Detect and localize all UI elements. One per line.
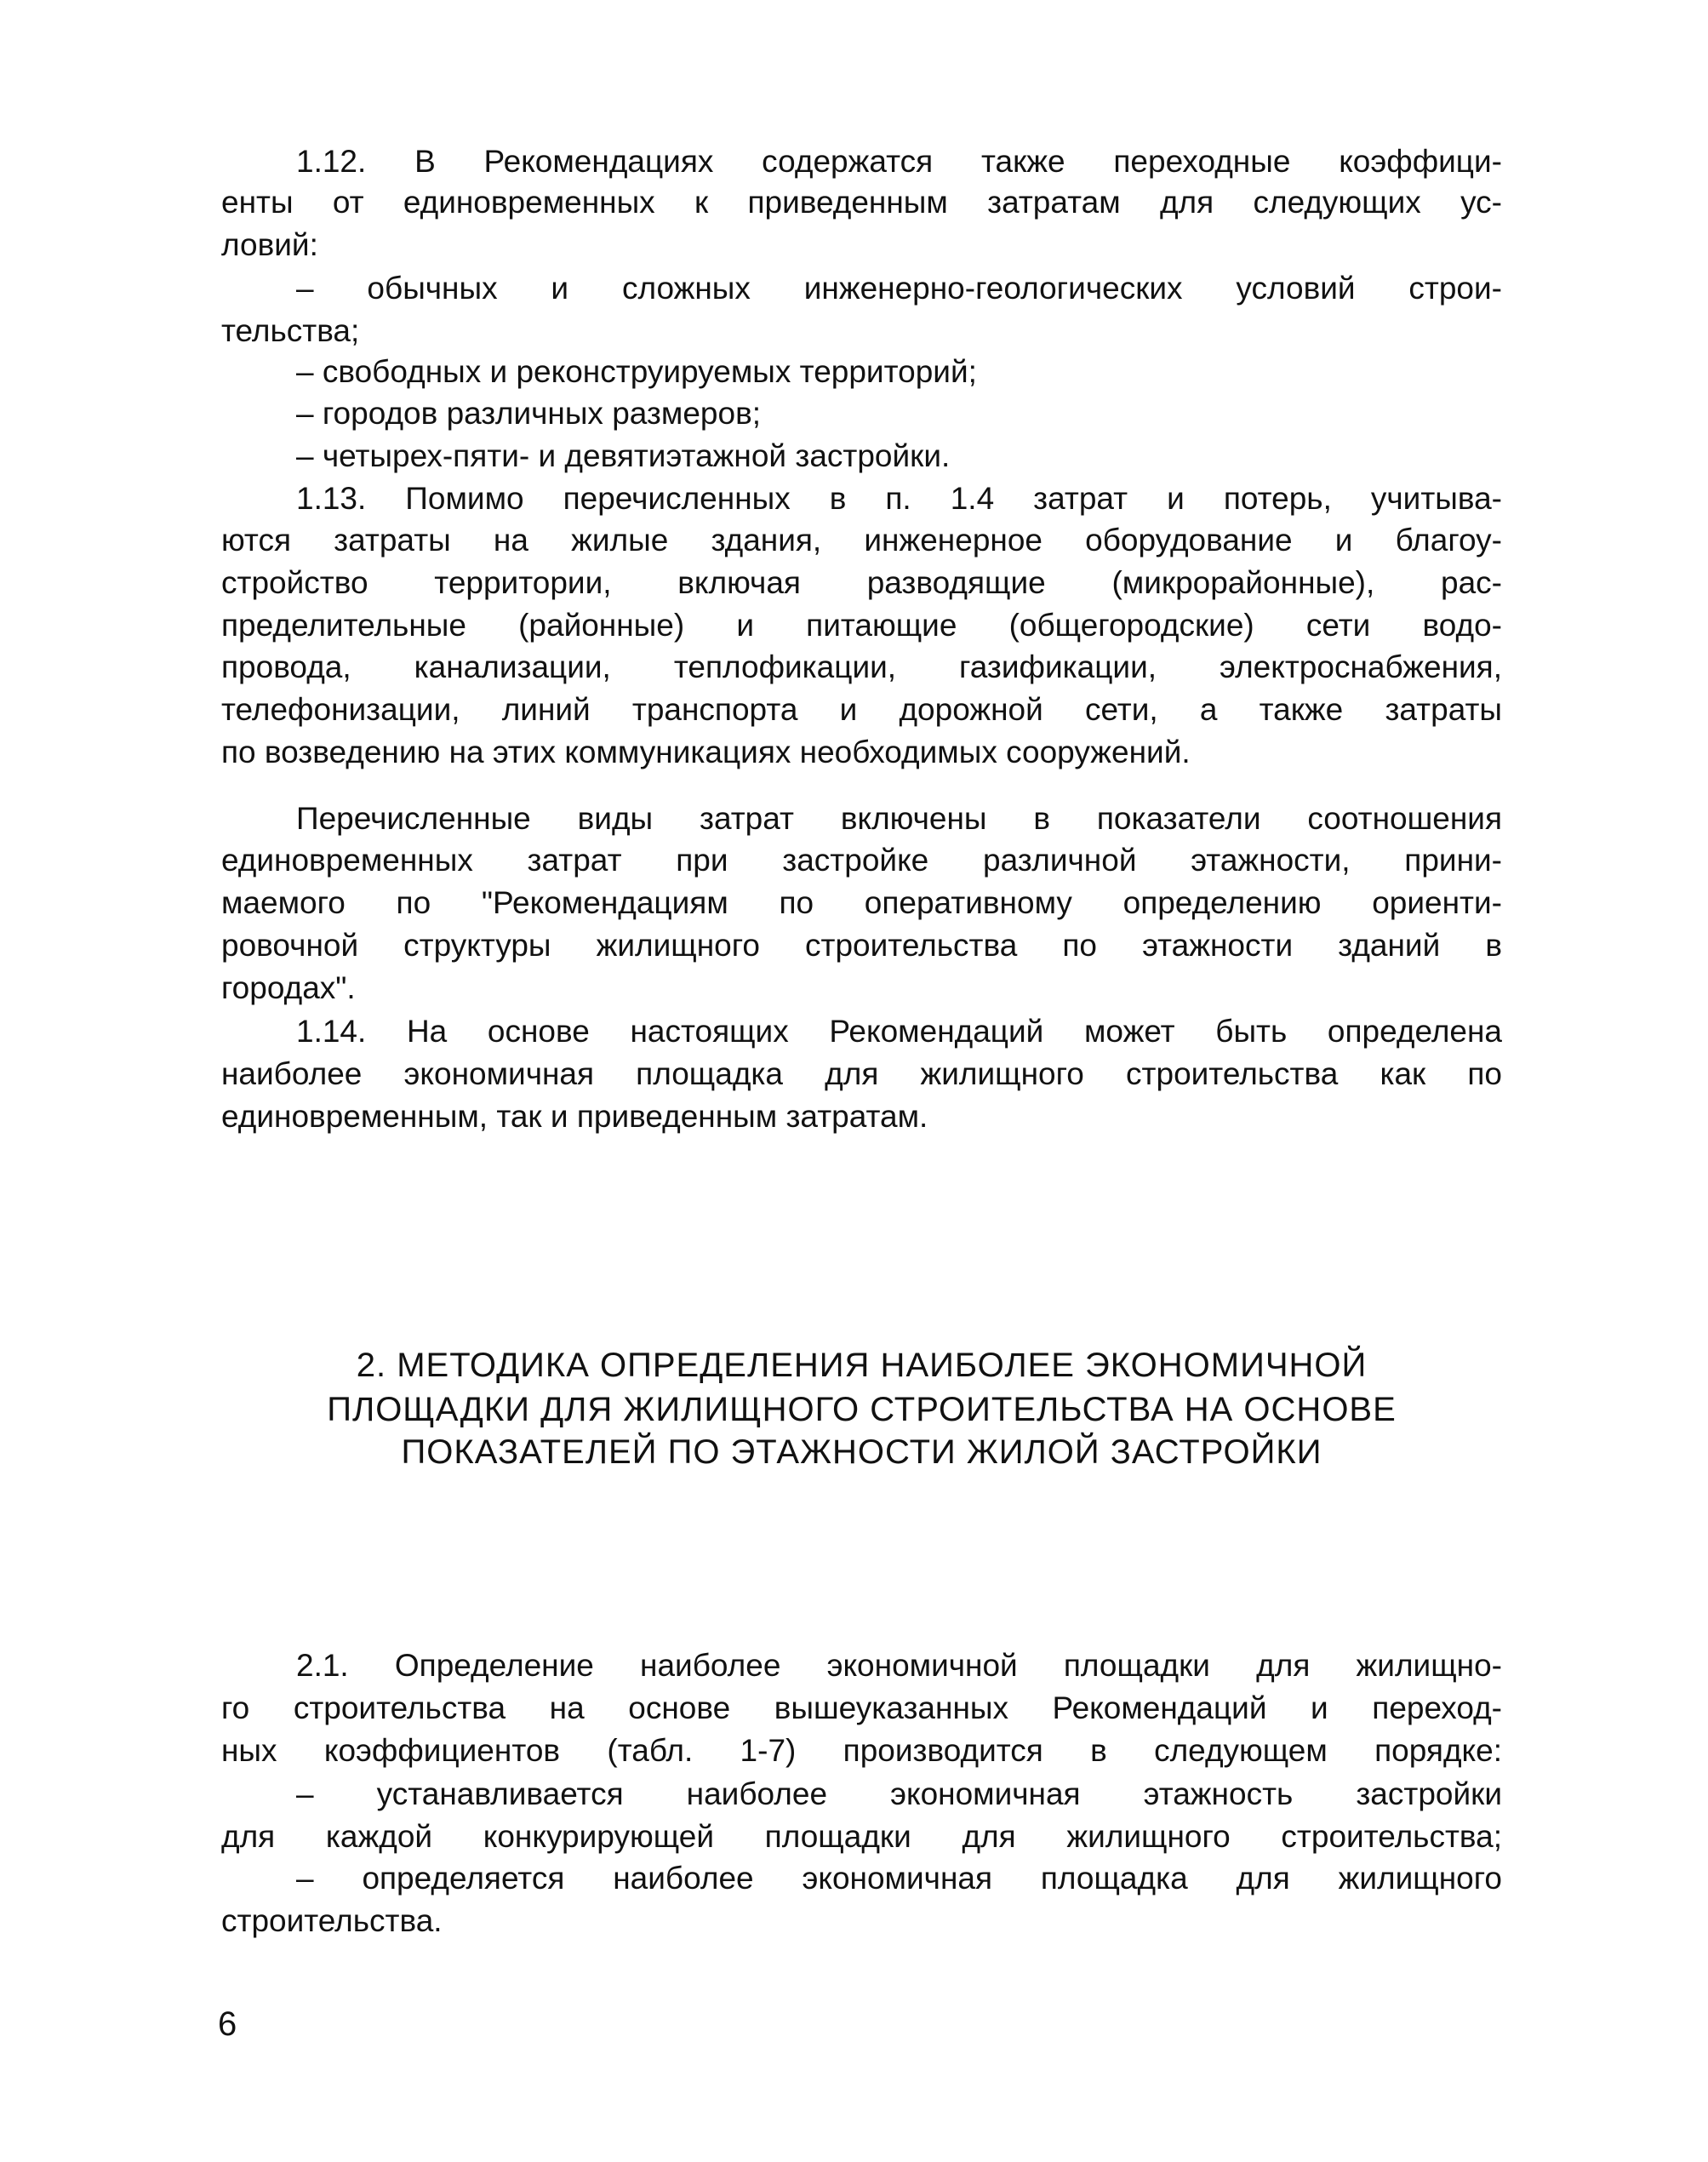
heading-line: ПЛОЩАДКИ ДЛЯ ЖИЛИЩНОГО СТРОИТЕЛЬСТВА НА ОСНОВЕ — [327, 1391, 1397, 1428]
text-line: по возведению на этих коммуникациях необходимых сооружений. — [221, 735, 1191, 769]
text-line: маемого по "Рекомендациям по оперативному определению ориенти- — [221, 885, 1502, 920]
list-item-line: – определяется наиболее экономичная площадка для жилищного — [296, 1861, 1502, 1896]
list-item-line: – свободных и реконструируемых территорий; — [296, 354, 977, 389]
text-line: пределительные (районные) и питающие (общегородские) сети водо- — [221, 608, 1502, 643]
text-line: стройство территории, включая разводящие (микрорайонные), рас- — [221, 565, 1502, 600]
text-line: провода, канализации, теплофикации, газификации, электроснабжения, — [221, 649, 1502, 684]
text-line: ловий: — [221, 227, 318, 262]
text-line: Перечисленные виды затрат включены в показатели соотношения — [296, 801, 1502, 836]
text-line: телефонизации, линий транспорта и дорожной сети, а также затраты — [221, 692, 1502, 727]
text-line: ровочной структуры жилищного строительства по этажности зданий в — [221, 928, 1502, 963]
list-item-line: тельства; — [221, 313, 360, 348]
text-line: наиболее экономичная площадка для жилищного строительства как по — [221, 1056, 1502, 1091]
text-line: ных коэффициентов (табл. 1-7) производится в следующем порядке: — [221, 1733, 1502, 1768]
text-line: 1.12. В Рекомендациях содержатся также переходные коэффици- — [296, 144, 1502, 179]
list-item-line: – четырех-пяти- и девятиэтажной застройки. — [296, 438, 951, 473]
page-number: 6 — [218, 2005, 237, 2043]
list-item-line: – устанавливается наиболее экономичная этажность застройки — [296, 1776, 1502, 1811]
text-line: единовременных затрат при застройке различной этажности, прини- — [221, 843, 1502, 878]
text-line: 2.1. Определение наиболее экономичной площадки для жилищно- — [296, 1648, 1502, 1683]
text-line: 1.14. На основе настоящих Рекомендаций может быть определена — [296, 1014, 1502, 1049]
heading-line: ПОКАЗАТЕЛЕЙ ПО ЭТАЖНОСТИ ЖИЛОЙ ЗАСТРОЙКИ — [401, 1433, 1322, 1471]
list-item-line: – обычных и сложных инженерно-геологических условий строи- — [296, 271, 1502, 306]
text-line: 1.13. Помимо перечисленных в п. 1.4 затрат и потерь, учитыва- — [296, 481, 1502, 516]
list-item-line: – городов различных размеров; — [296, 396, 762, 431]
text-line: ются затраты на жилые здания, инженерное оборудование и благоу- — [221, 523, 1502, 558]
text-line: енты от единовременных к приведенным затратам для следующих ус- — [221, 185, 1502, 220]
text-line: единовременным, так и приведенным затратам. — [221, 1099, 928, 1134]
text-line: го строительства на основе вышеуказанных Рекомендаций и переход- — [221, 1690, 1502, 1725]
list-item-line: строительства. — [221, 1903, 443, 1938]
text-line: городах". — [221, 970, 356, 1005]
heading-line: 2. МЕТОДИКА ОПРЕДЕЛЕНИЯ НАИБОЛЕЕ ЭКОНОМИЧНОЙ — [356, 1347, 1368, 1384]
list-item-line: для каждой конкурирующей площадки для жилищного строительства; — [221, 1819, 1502, 1854]
